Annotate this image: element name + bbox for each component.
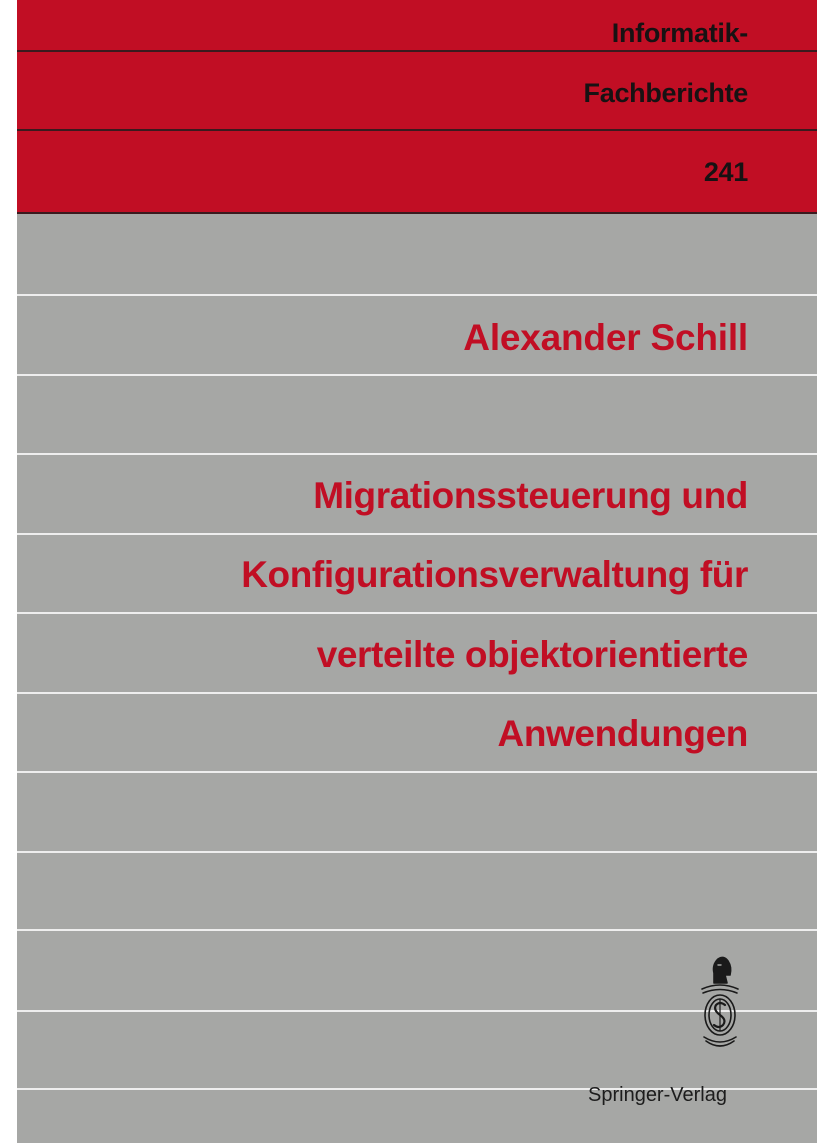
book-cover	[17, 0, 817, 1143]
band-divider	[17, 212, 817, 214]
cover-rule	[17, 929, 817, 931]
title-line-3: verteilte objektorientierte	[316, 634, 748, 675]
springer-logo-icon	[694, 953, 746, 1053]
cover-rule	[17, 533, 817, 535]
title-line-4: Anwendungen	[497, 713, 748, 754]
cover-rule	[17, 692, 817, 694]
cover-rule	[17, 771, 817, 773]
cover-rule	[17, 851, 817, 853]
series-volume-number: 241	[703, 157, 748, 187]
cover-rule	[17, 612, 817, 614]
series-name-line-1: Informatik-	[611, 18, 748, 48]
cover-rule	[17, 294, 817, 296]
author-name: Alexander Schill	[463, 317, 748, 358]
cover-rule	[17, 453, 817, 455]
publisher-name: Springer-Verlag	[588, 1084, 727, 1106]
band-divider	[17, 129, 817, 131]
series-name-line-2: Fachberichte	[583, 78, 748, 108]
title-line-2: Konfigurationsverwaltung für	[241, 554, 748, 595]
title-line-1: Migrationssteuerung und	[313, 475, 748, 516]
cover-rule	[17, 374, 817, 376]
band-divider	[17, 50, 817, 52]
